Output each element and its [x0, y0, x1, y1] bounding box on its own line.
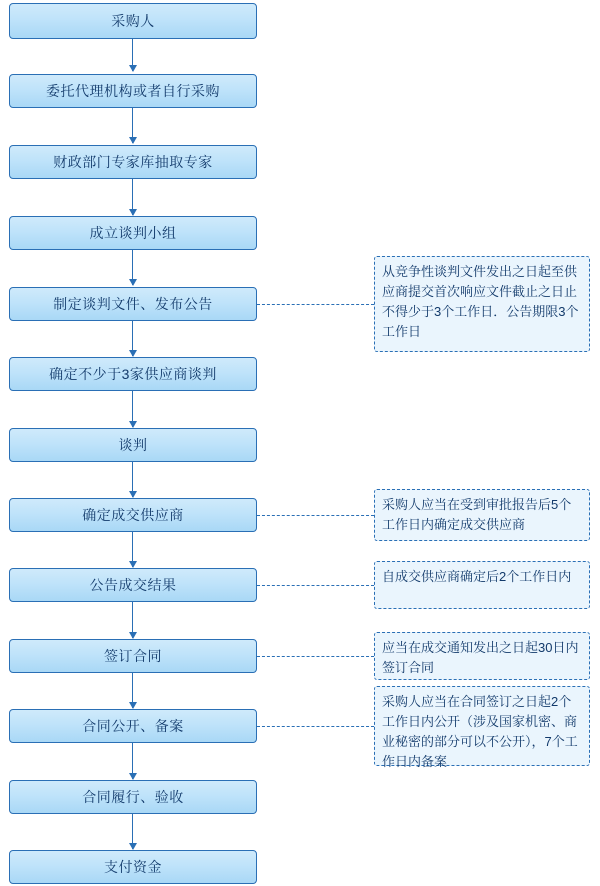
flow-node-label: 成立谈判小组: [89, 225, 177, 241]
flow-node-contract-disclosure[interactable]: [9, 709, 257, 743]
note-text: 自成交供应商确定后2个工作日内: [382, 569, 572, 584]
note-connector-3: [257, 585, 374, 586]
flow-arrow-10: [132, 673, 133, 708]
flow-node-purchaser[interactable]: [9, 3, 257, 39]
flow-node-label: 签订合同: [104, 648, 162, 664]
flow-node-payment[interactable]: [9, 850, 257, 884]
flow-arrow-12: [132, 814, 133, 849]
flow-node-contract-performance[interactable]: [9, 780, 257, 814]
flow-arrow-11: [132, 743, 133, 779]
flow-arrow-7: [132, 462, 133, 497]
flow-arrow-9: [132, 602, 133, 638]
flow-node-agency[interactable]: [9, 74, 257, 108]
flow-arrow-2: [132, 108, 133, 143]
flow-arrow-3: [132, 179, 133, 215]
flow-node-negotiation-group[interactable]: [9, 216, 257, 250]
flow-node-label: 财政部门专家库抽取专家: [53, 154, 213, 170]
flow-arrow-6: [132, 391, 133, 427]
note-text: 应当在成交通知发出之日起30日内签订合同: [382, 640, 579, 675]
flow-node-announce-result[interactable]: [9, 568, 257, 602]
flow-node-label: 公告成交结果: [89, 577, 177, 593]
note-connector-1: [257, 304, 374, 305]
flow-arrow-4: [132, 250, 133, 285]
flow-node-label: 制定谈判文件、发布公告: [53, 296, 213, 312]
flow-node-label: 确定成交供应商: [82, 507, 184, 523]
flow-node-expert-draw[interactable]: [9, 145, 257, 179]
note-connector-4: [257, 656, 374, 657]
note-text: 采购人应当在受到审批报告后5个工作日内确定成交供应商: [382, 497, 572, 532]
flow-node-label: 支付资金: [104, 859, 162, 875]
flow-node-determine-supplier[interactable]: [9, 498, 257, 532]
note-contract-disclosure: [374, 686, 590, 769]
flow-node-three-suppliers[interactable]: [9, 357, 257, 391]
note-text: 从竞争性谈判文件发出之日起至供应商提交首次响应文件截止之日止不得少于3个工作日．公告期限3个工作日: [382, 264, 579, 339]
flow-node-label: 谈判: [118, 437, 148, 453]
note-text: 采购人应当在合同签订之日起2个工作日内公开（涉及国家机密、商业秘密的部分可以不公开），7个工作日内备案: [382, 694, 578, 769]
flow-node-documents-announcement[interactable]: [9, 287, 257, 321]
note-connector-2: [257, 515, 374, 516]
flow-node-label: 委托代理机构或者自行采购: [46, 83, 220, 99]
flow-node-label: 合同履行、验收: [82, 789, 184, 805]
flow-node-sign-contract[interactable]: [9, 639, 257, 673]
note-determine-supplier: [374, 489, 590, 541]
flow-arrow-1: [132, 39, 133, 71]
flow-node-label: 确定不少于3家供应商谈判: [49, 366, 217, 382]
flow-node-label: 合同公开、备案: [82, 718, 184, 734]
flow-node-label: 采购人: [111, 13, 155, 29]
note-connector-5: [257, 726, 374, 727]
note-announce-result: [374, 561, 590, 609]
flow-arrow-5: [132, 321, 133, 356]
flow-arrow-8: [132, 532, 133, 567]
flow-node-negotiation[interactable]: [9, 428, 257, 462]
note-documents-announcement: [374, 256, 590, 352]
note-sign-contract: [374, 632, 590, 680]
